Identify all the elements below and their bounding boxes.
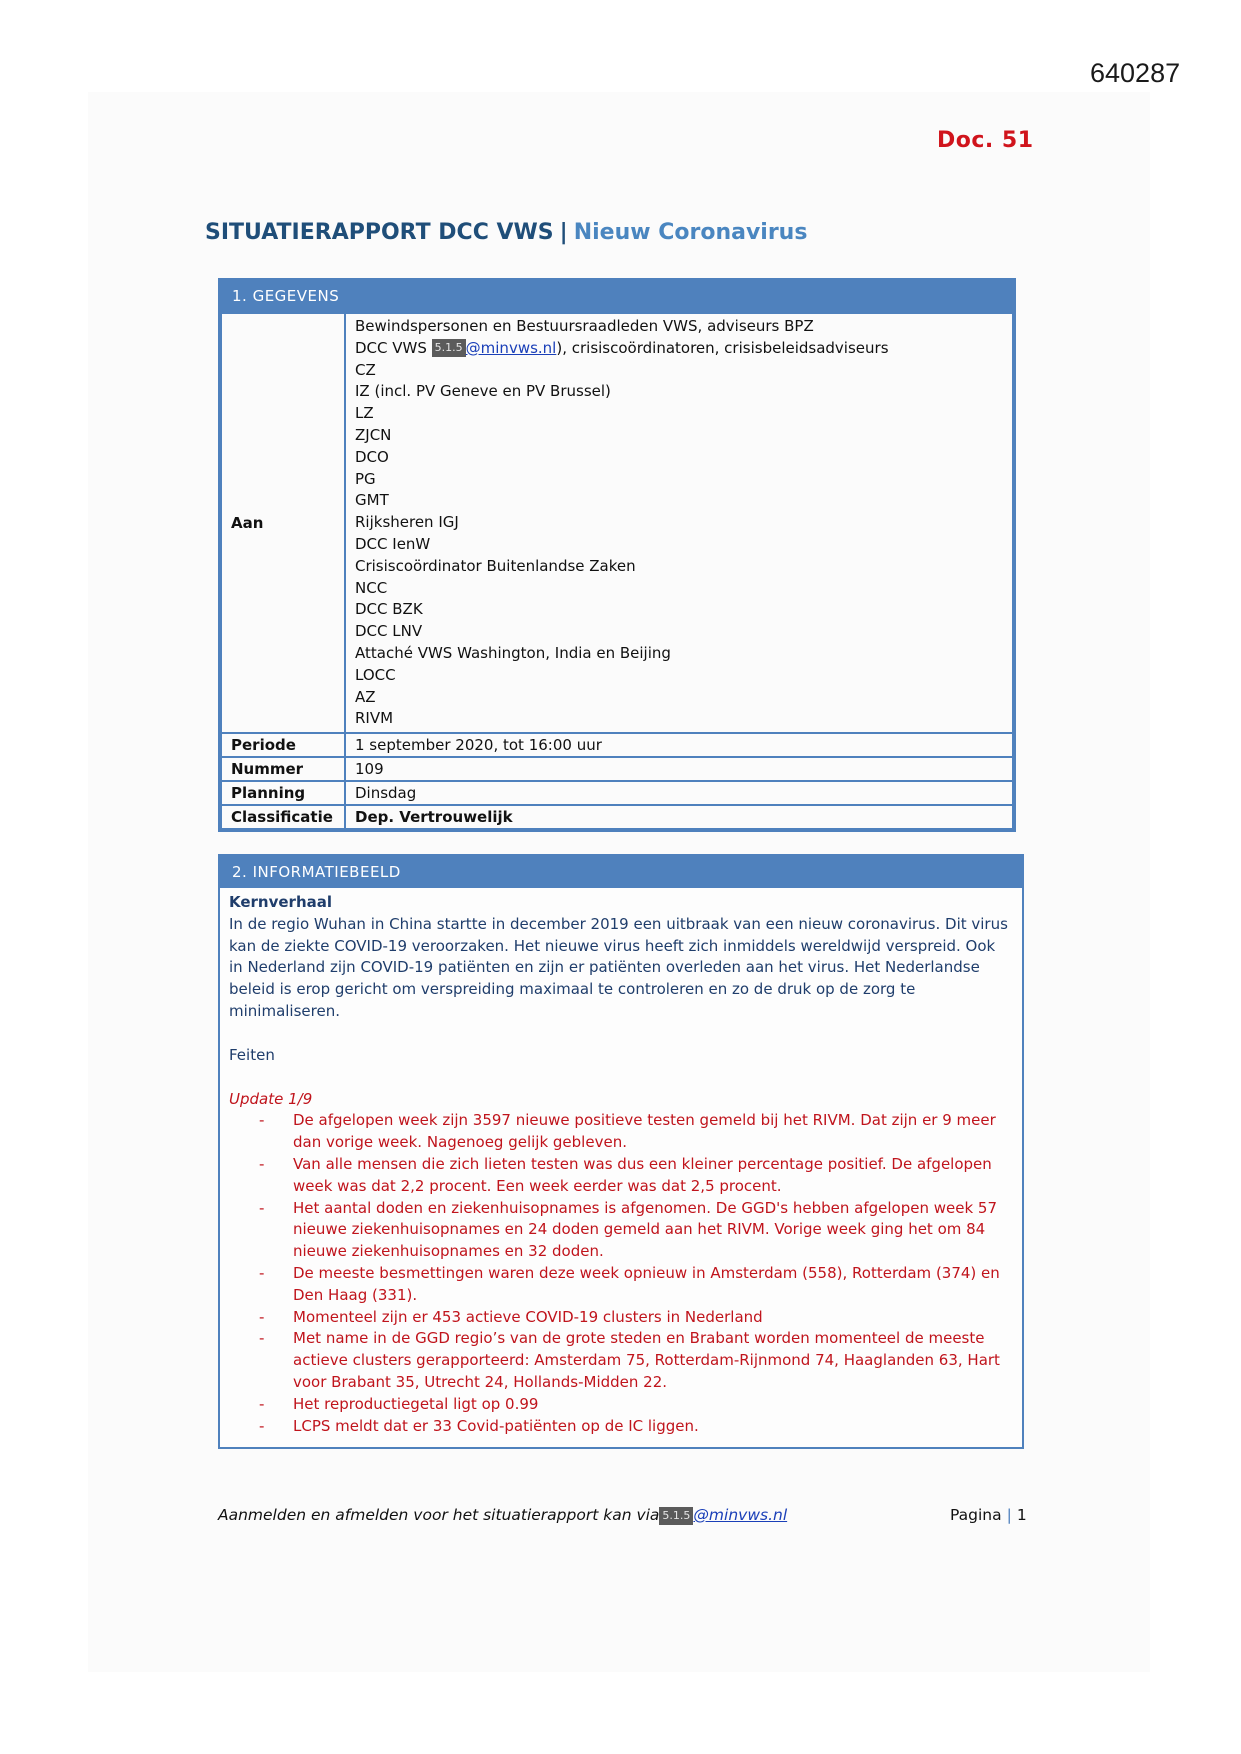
aan-line: ZJCN: [355, 425, 392, 444]
redaction-box: 5.1.5: [432, 339, 466, 357]
list-item: - Met name in de GGD regio’s van de grote steden en Brabant worden momenteel de meeste actieve clusters gerapporteerd: Amsterdam 75, Rotterdam-Rijnmond 74, Haaglanden 63, Hart voor Brabant 35, Utrecht 24, Hollands-Midden 22.: [229, 1328, 1013, 1393]
list-item: - Van alle mensen die zich lieten testen was dus een kleiner percentage positief. De afgelopen week was dat 2,2 procent. Een week eerder was dat 2,5 procent.: [229, 1154, 1013, 1198]
kernverhaal-text: In de regio Wuhan in China startte in december 2019 een uitbraak van een nieuw coronavirus. Dit virus kan de ziekte COVID-19 veroorzaken. Het nieuwe virus heeft zich inmiddels wereldwijd verspreid. Ook in Nederland zijn COVID-19 patiënten en zijn er patiënten overleden aan het virus. Het Nederlandse beleid is erop gericht om verspreiding maximaal te controleren en zo de druk op de zorg te minimaliseren.: [229, 914, 1008, 1020]
kernverhaal-heading: Kernverhaal: [229, 893, 333, 911]
page-number-value: 1: [1016, 1506, 1027, 1524]
informatiebeeld-section: [218, 854, 1024, 1449]
aan-line: DCC LNV: [355, 622, 423, 641]
periode-value: 1 september 2020, tot 16:00 uur: [345, 733, 1013, 757]
classificatie-value: Dep. Vertrouwelijk: [345, 805, 1013, 829]
table-row: [221, 313, 1013, 733]
aan-line: LZ: [355, 404, 374, 423]
aan-line: CZ: [355, 360, 376, 379]
aan-line: Rijksheren IGJ: [355, 513, 459, 532]
gegevens-header: 1. GEGEVENS: [220, 278, 1014, 312]
table-row: [221, 733, 1013, 757]
periode-label: Periode: [221, 733, 345, 757]
aan-line: DCO: [355, 447, 389, 466]
classificatie-label: Classificatie: [221, 805, 345, 829]
facts-list: [229, 1110, 1013, 1437]
gegevens-table: [220, 312, 1014, 830]
list-item: - LCPS meldt dat er 33 Covid-patiënten op de IC liggen.: [229, 1416, 1013, 1438]
table-row: [221, 781, 1013, 805]
aan-line: DCC BZK: [355, 600, 423, 619]
footer-text: Aanmelden en afmelden voor het situatierapport kan via: [218, 1506, 660, 1524]
informatiebeeld-header: 2. INFORMATIEBEELD: [220, 854, 1022, 888]
page-title: [205, 220, 807, 245]
table-row: [221, 757, 1013, 781]
aan-line: DCC IenW: [355, 534, 431, 553]
title-sub: Nieuw Coronavirus: [573, 220, 808, 245]
list-item: - Het reproductiegetal ligt op 0.99: [229, 1394, 1013, 1416]
aan-line: NCC: [355, 578, 388, 597]
update-heading: Update 1/9: [229, 1089, 313, 1108]
aan-line: GMT: [355, 491, 389, 510]
aan-line: LOCC: [355, 665, 396, 684]
nummer-label: Nummer: [221, 757, 345, 781]
aan-line: AZ: [355, 687, 376, 706]
list-item: - De afgelopen week zijn 3597 nieuwe positieve testen gemeld bij het RIVM. Dat zijn er 9 meer dan vorige week. Nagenoeg gelijk gebleven.: [229, 1110, 1013, 1154]
aan-value: [345, 313, 1013, 733]
list-item: - Het aantal doden en ziekenhuisopnames is afgenomen. De GGD's hebben afgelopen week 57 nieuwe ziekenhuisopnames en 24 doden gemeld aan het RIVM. Vorige week ging het om 84 nieuwe ziekenhuisopnames en 32 doden.: [229, 1198, 1013, 1263]
aan-line: [355, 338, 1003, 360]
aan-line: Bewindspersonen en Bestuursraadleden VWS, adviseurs BPZ: [355, 317, 814, 335]
footer-signup: [218, 1506, 787, 1525]
list-item: - De meeste besmettingen waren deze week opnieuw in Amsterdam (558), Rotterdam (374) en Den Haag (331).: [229, 1263, 1013, 1307]
page-label: Pagina: [950, 1506, 1002, 1524]
aan-line: RIVM: [355, 709, 394, 728]
planning-value: Dinsdag: [345, 781, 1013, 805]
page-number: [950, 1506, 1027, 1524]
aan-line: Attaché VWS Washington, India en Beijing: [355, 643, 671, 662]
aan-line: IZ (incl. PV Geneve en PV Brussel): [355, 382, 611, 401]
gegevens-section: [218, 278, 1016, 832]
footer-email-link[interactable]: @minvws.nl: [693, 1506, 788, 1524]
aan-label: Aan: [221, 313, 345, 733]
page-separator: |: [1006, 1506, 1012, 1524]
document-id: 640287: [1090, 58, 1181, 88]
table-row: [221, 805, 1013, 829]
aan-line2-suffix: ), crisiscoördinatoren, crisisbeleidsadviseurs: [556, 338, 889, 357]
document-number: Doc. 51: [937, 128, 1034, 153]
aan-list: [355, 360, 1003, 731]
redaction-box: 5.1.5: [659, 1507, 693, 1525]
nummer-value: 109: [345, 757, 1013, 781]
planning-label: Planning: [221, 781, 345, 805]
feiten-heading: Feiten: [229, 1045, 275, 1064]
aan-line: Crisiscoördinator Buitenlandse Zaken: [355, 556, 636, 575]
email-link[interactable]: @minvws.nl: [465, 338, 557, 357]
list-item: - Momenteel zijn er 453 actieve COVID-19 clusters in Nederland: [229, 1307, 1013, 1329]
title-separator: |: [559, 220, 568, 245]
title-main: SITUATIERAPPORT DCC VWS: [205, 220, 554, 245]
informatiebeeld-body: [220, 888, 1022, 1447]
aan-line: PG: [355, 469, 376, 488]
aan-line2-prefix: DCC VWS: [355, 338, 432, 357]
